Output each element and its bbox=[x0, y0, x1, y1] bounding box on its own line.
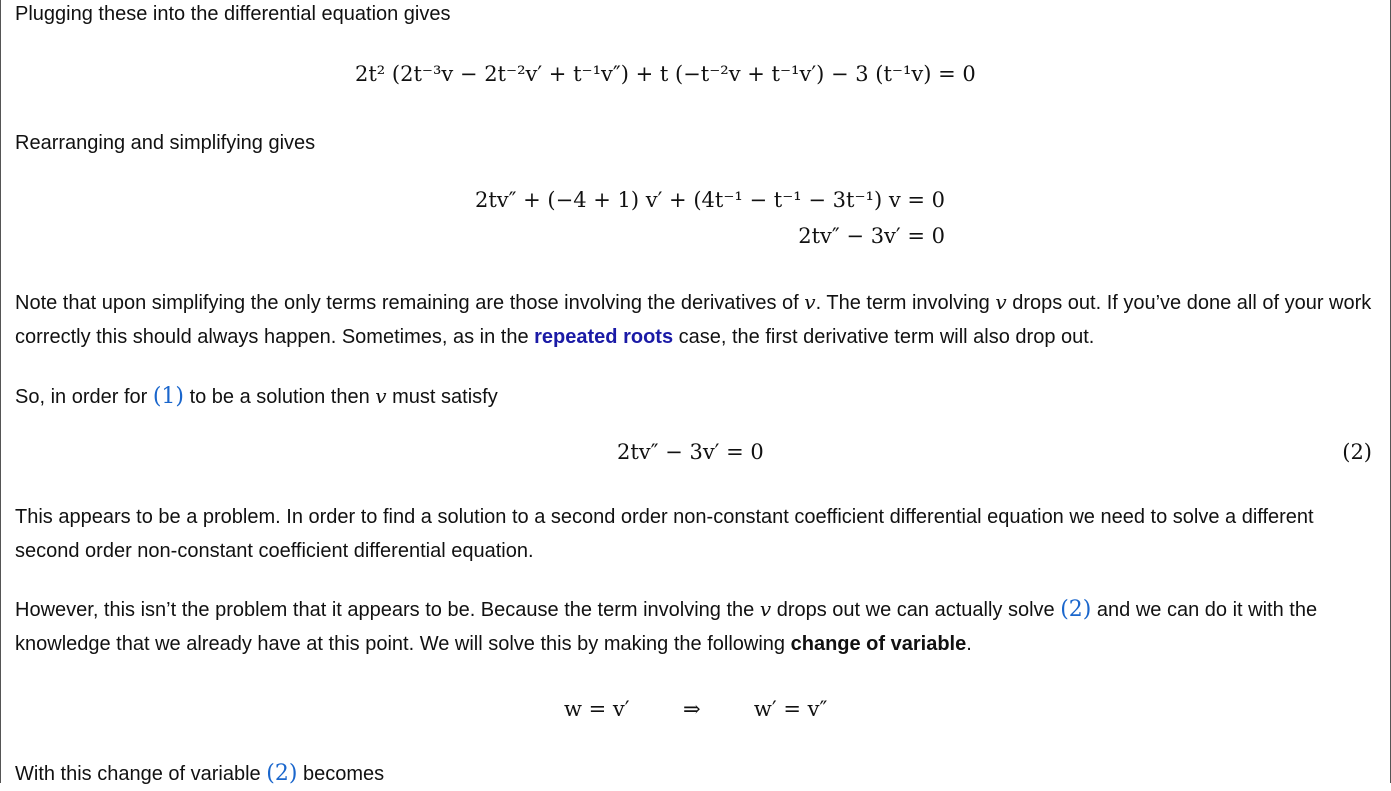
text-fragment: Note that upon simplifying the only terms remaining are those involving the derivatives of bbox=[15, 292, 805, 314]
paragraph-rearranging bbox=[15, 126, 1375, 160]
paragraph-however bbox=[15, 592, 1375, 661]
paragraph-problem bbox=[15, 500, 1375, 568]
equation-text: 2tv″ + (−4 + 1) v′ + (4t⁻¹ − t⁻¹ − 3t⁻¹) v = 0 bbox=[474, 188, 945, 212]
equation-ref-2-link[interactable]: (2) bbox=[266, 761, 298, 786]
equation-ref-1-link[interactable]: (1) bbox=[152, 384, 185, 409]
text-fragment: becomes bbox=[297, 763, 385, 785]
paragraph-text: This appears to be a problem. In order to find a solution to a second order non-constant coefficient differential equation we need to solve a different second order non-constant coefficient differential equation. bbox=[15, 506, 1314, 562]
equation-simplified-line1 bbox=[475, 188, 945, 212]
text-fragment: With this change of variable bbox=[15, 763, 267, 785]
paragraph-note bbox=[15, 285, 1375, 354]
text-fragment: . The term involving bbox=[815, 292, 996, 314]
text-fragment: to be a solution then bbox=[184, 386, 376, 408]
math-variable: v bbox=[759, 597, 772, 621]
equation-ref-2-link[interactable]: (2) bbox=[1060, 597, 1092, 622]
paragraph-text: Plugging these into the differential equation gives bbox=[15, 3, 451, 25]
math-variable: v bbox=[375, 384, 387, 408]
paragraph-with-change bbox=[15, 757, 1375, 791]
paragraph-plugging bbox=[15, 0, 1375, 31]
text-fragment: So, in order for bbox=[15, 386, 153, 408]
equation-text: 2t² (2t⁻³v − 2t⁻²v′ + t⁻¹v″) + t (−t⁻²v + t⁻¹v′) − 3 (t⁻¹v) = 0 bbox=[355, 62, 976, 86]
equation-2 bbox=[617, 440, 764, 464]
text-fragment: must satisfy bbox=[386, 386, 498, 408]
implies-arrow-icon: ⇒ bbox=[682, 697, 701, 721]
equation-text: 2tv″ − 3v′ = 0 bbox=[798, 224, 945, 248]
equation-simplified-line2 bbox=[798, 224, 945, 248]
text-fragment: and we can do it with the knowledge that we already have at this point. We will solve this by making the following bbox=[15, 599, 1318, 655]
text-fragment: drops out we can actually solve bbox=[771, 599, 1061, 621]
equation-plugged bbox=[355, 62, 976, 86]
equation-text: 2tv″ − 3v′ = 0 bbox=[617, 440, 764, 464]
substitution-right: w′ = v″ bbox=[753, 697, 828, 721]
text-fragment: case, the first derivative term will also drop out. bbox=[673, 326, 1095, 348]
text-fragment: However, this isn’t the problem that it appears to be. Because the term involving the bbox=[15, 599, 760, 621]
change-of-variable-term: change of variable bbox=[790, 633, 967, 655]
paragraph-in-order bbox=[15, 379, 1375, 414]
text-fragment: drops out. If you’ve done all of your work correctly this should always happen. Sometimes, as in the bbox=[15, 292, 1372, 348]
repeated-roots-link[interactable]: repeated roots bbox=[534, 326, 674, 348]
equation-number-2: (2) bbox=[1342, 440, 1372, 464]
text-fragment: . bbox=[966, 633, 972, 655]
math-variable: v bbox=[804, 290, 816, 314]
substitution-left: w = v′ bbox=[564, 697, 630, 721]
equation-substitution bbox=[564, 697, 827, 721]
paragraph-text: Rearranging and simplifying gives bbox=[15, 132, 316, 154]
math-variable: v bbox=[995, 290, 1007, 314]
